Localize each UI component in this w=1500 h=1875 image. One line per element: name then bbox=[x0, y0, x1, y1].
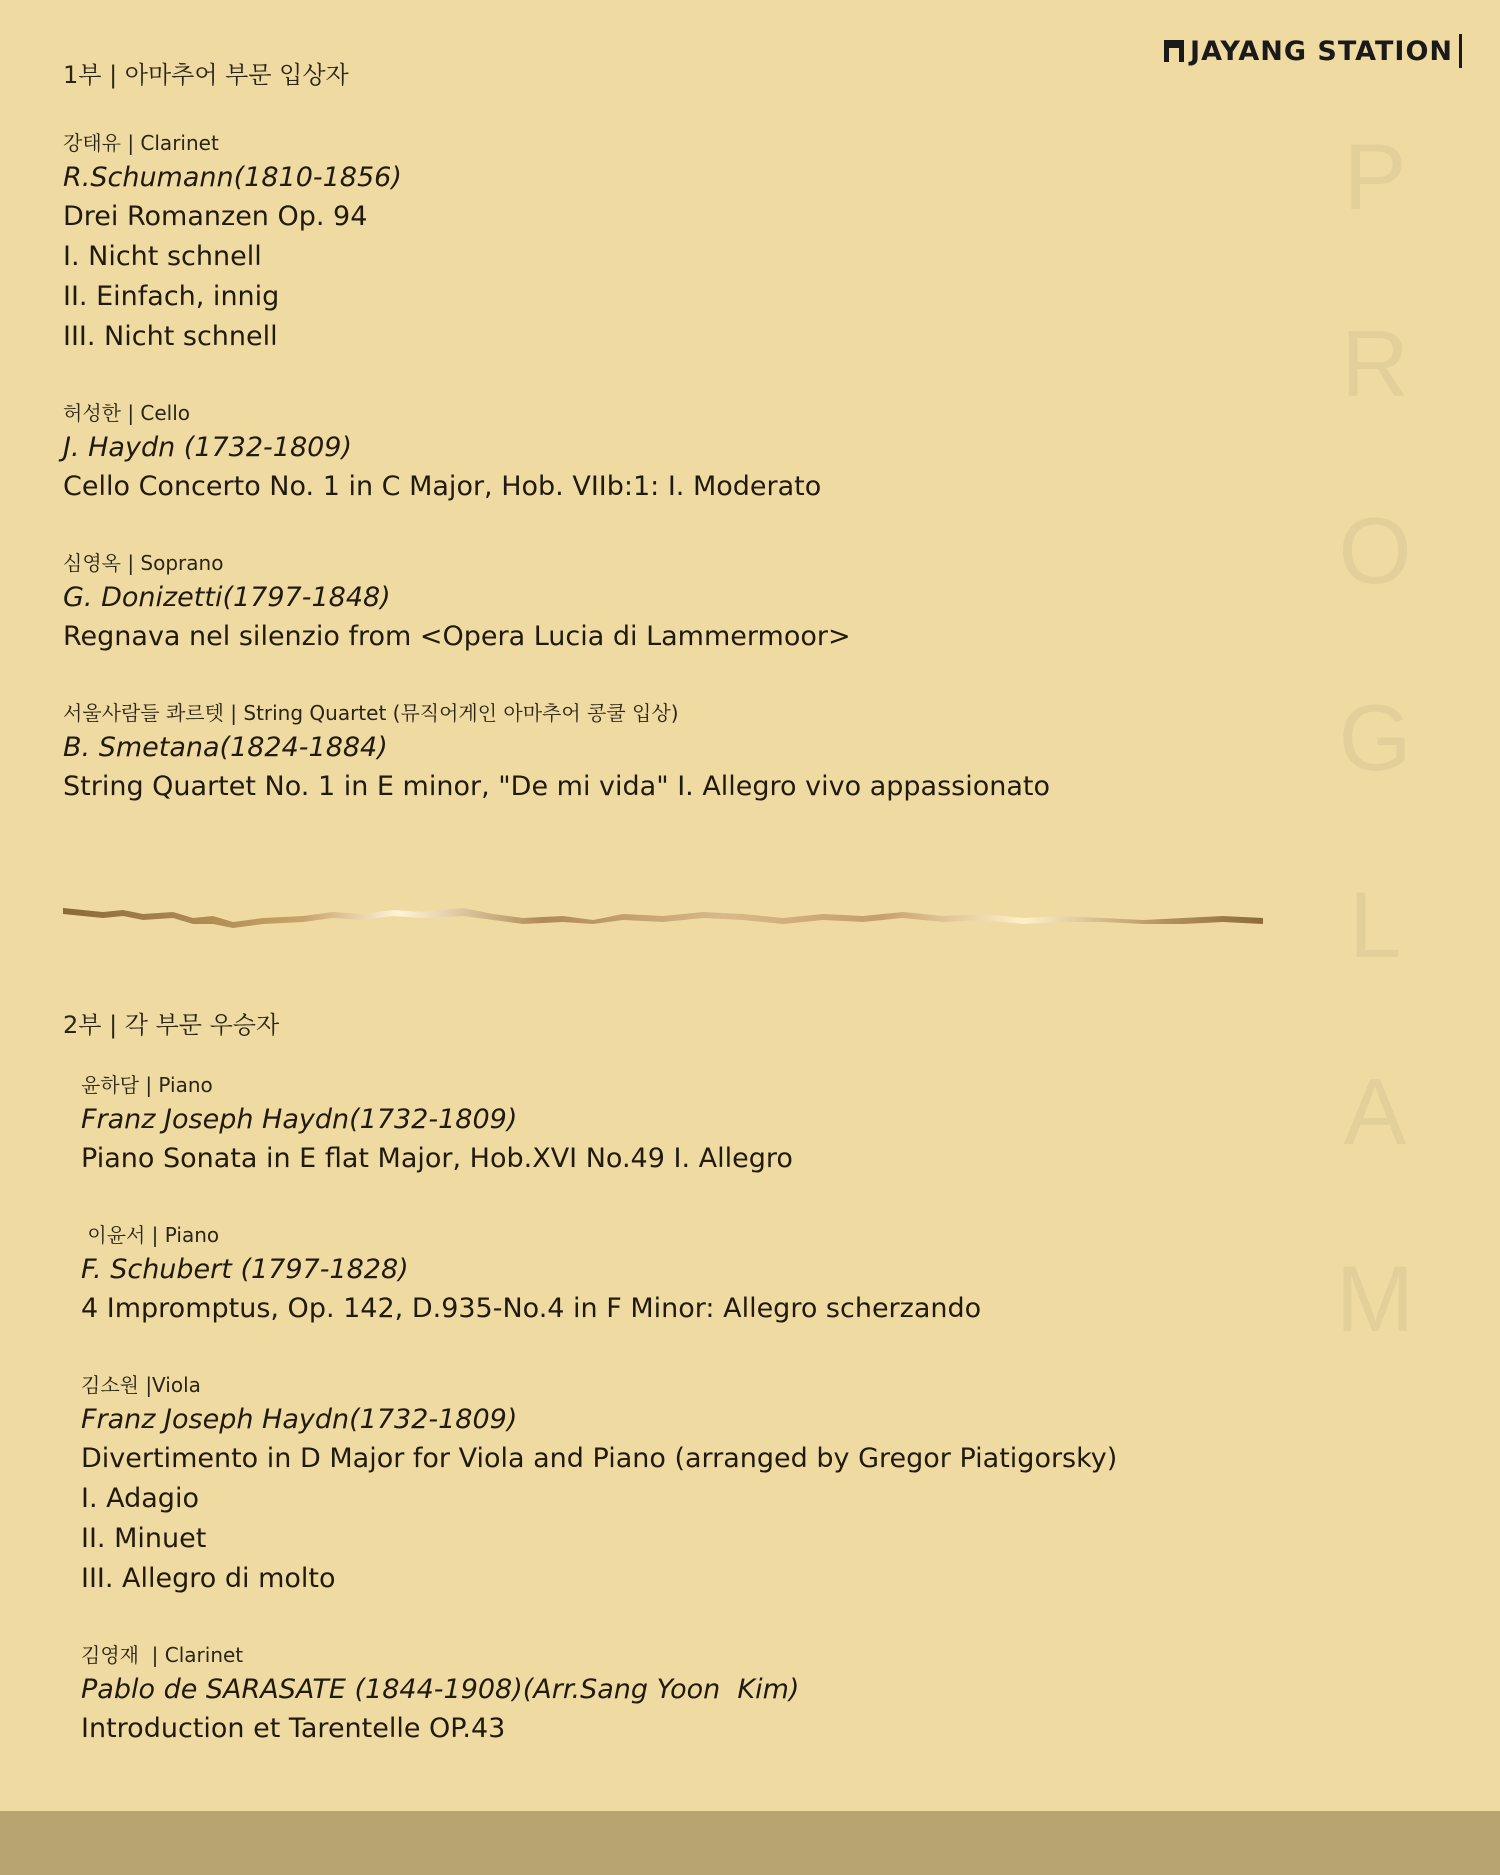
performer-label: 허성한 | Cello bbox=[63, 401, 191, 425]
side-letter: R bbox=[1341, 311, 1409, 416]
logo-text: JAYANG STATION bbox=[1190, 35, 1453, 67]
composer-name: J. Haydn (1732-1809) bbox=[63, 432, 353, 463]
piece-title: Regnava nel silenzio from <Opera Lucia di Lammermoor> bbox=[63, 621, 851, 652]
side-letter: A bbox=[1343, 1059, 1407, 1164]
composer-name: B. Smetana(1824-1884) bbox=[63, 732, 388, 763]
movement: III. Nicht schnell bbox=[63, 321, 278, 352]
performer-label: 윤하담 | Piano bbox=[81, 1073, 213, 1097]
program-entry bbox=[63, 1369, 1303, 1599]
program-entry bbox=[63, 697, 1303, 807]
movement: II. Minuet bbox=[81, 1523, 207, 1554]
performer-label: 김소원 |Viola bbox=[81, 1373, 201, 1397]
piece-title: Drei Romanzen Op. 94 bbox=[63, 201, 368, 232]
part1-section bbox=[63, 55, 1303, 807]
piece-title: Introduction et Tarentelle OP.43 bbox=[81, 1713, 506, 1744]
performer-label: 김영재 | Clarinet bbox=[81, 1643, 244, 1667]
side-word-program bbox=[1330, 124, 1420, 1439]
movement: III. Allegro di molto bbox=[81, 1563, 336, 1594]
program-entry bbox=[63, 127, 1303, 357]
performer-label: 서울사람들 콰르텟 | String Quartet (뮤직어게인 아마추어 콩쿨 입상) bbox=[63, 701, 679, 725]
composer-name: Franz Joseph Haydn(1732-1809) bbox=[81, 1104, 518, 1135]
piece-title: Divertimento in D Major for Viola and Piano (arranged by Gregor Piatigorsky) bbox=[81, 1443, 1118, 1474]
part1-title: 1부 | 아마추어 부문 입상자 bbox=[63, 61, 349, 89]
side-letter: G bbox=[1338, 685, 1412, 790]
movement: I. Nicht schnell bbox=[63, 241, 262, 272]
side-letter: P bbox=[1343, 124, 1407, 229]
brush-divider bbox=[63, 900, 1263, 940]
program-entry bbox=[63, 547, 1303, 657]
footer-bar bbox=[0, 1811, 1500, 1875]
composer-name: F. Schubert (1797-1828) bbox=[81, 1254, 409, 1285]
program-entry bbox=[63, 397, 1303, 507]
composer-name: Pablo de SARASATE (1844-1908)(Arr.Sang Yoon Kim) bbox=[81, 1674, 800, 1705]
part2-title: 2부 | 각 부문 우승자 bbox=[63, 1011, 280, 1039]
composer-name: R.Schumann(1810-1856) bbox=[63, 162, 402, 193]
program-entry bbox=[63, 1069, 1303, 1179]
program-entry bbox=[63, 1639, 1303, 1749]
movement: II. Einfach, innig bbox=[63, 281, 280, 312]
movement: I. Adagio bbox=[81, 1483, 199, 1514]
performer-label: 강태유 | Clarinet bbox=[63, 131, 219, 155]
side-letter: M bbox=[1335, 1246, 1415, 1351]
program-entry bbox=[63, 1219, 1303, 1329]
piece-title: 4 Impromptus, Op. 142, D.935-No.4 in F Minor: Allegro scherzando bbox=[81, 1293, 982, 1324]
performer-label: 심영옥 | Soprano bbox=[63, 551, 224, 575]
logo-bar bbox=[1459, 34, 1462, 68]
side-letter: O bbox=[1338, 498, 1412, 603]
piece-title: Cello Concerto No. 1 in C Major, Hob. VIIb:1: I. Moderato bbox=[63, 471, 822, 502]
performer-label: 이윤서 | Piano bbox=[81, 1223, 220, 1247]
composer-name: Franz Joseph Haydn(1732-1809) bbox=[81, 1404, 518, 1435]
piece-title: Piano Sonata in E flat Major, Hob.XVI No.49 I. Allegro bbox=[81, 1143, 793, 1174]
side-letter: L bbox=[1348, 872, 1402, 977]
part2-section bbox=[63, 1005, 1303, 1749]
piece-title: String Quartet No. 1 in E minor, "De mi vida" I. Allegro vivo appassionato bbox=[63, 771, 1051, 802]
composer-name: G. Donizetti(1797-1848) bbox=[63, 582, 391, 613]
